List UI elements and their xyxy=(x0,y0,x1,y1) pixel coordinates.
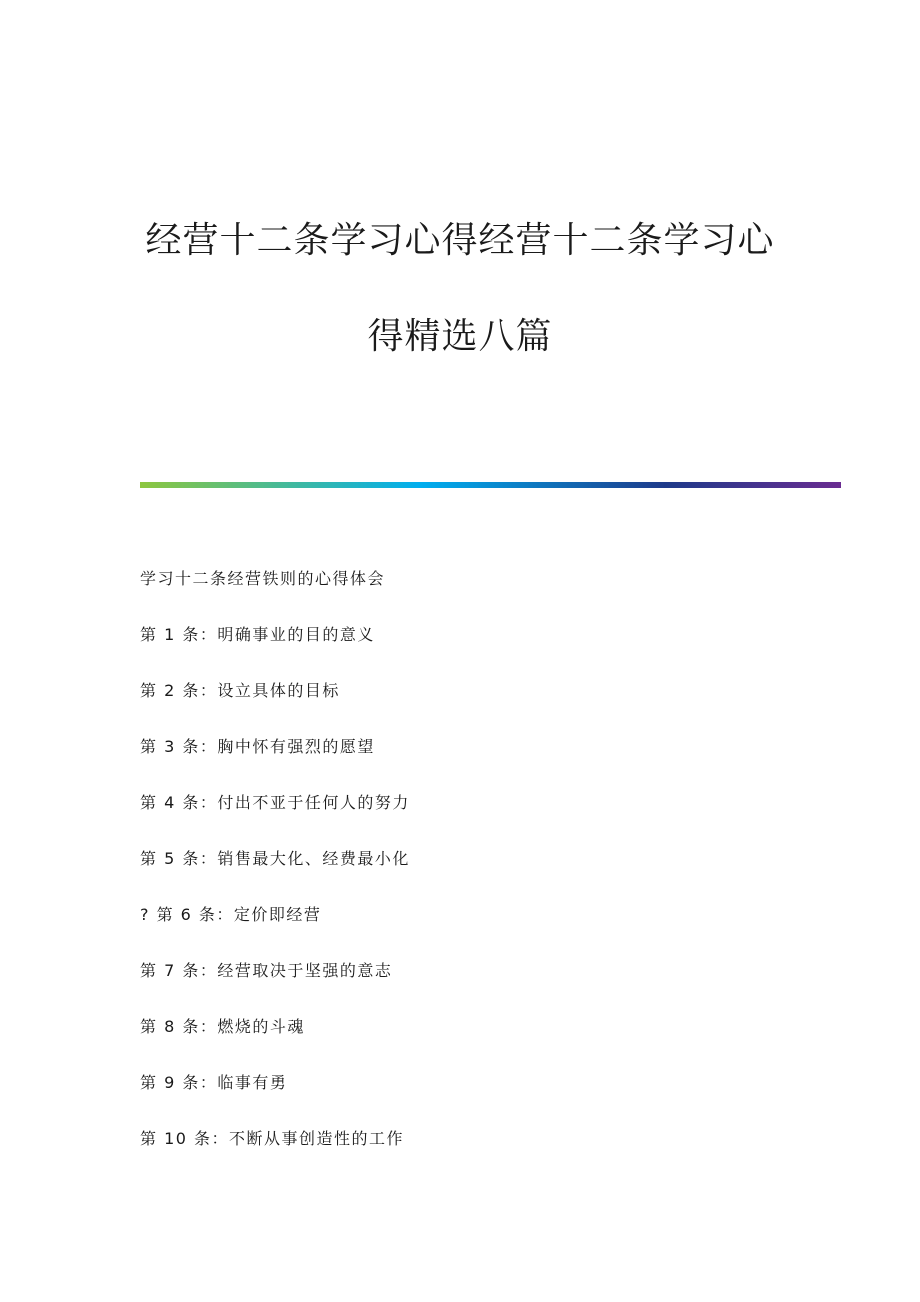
body-line-rule-7: 第 7 条：经营取决于坚强的意志 xyxy=(140,961,393,980)
body-line-rule-4: 第 4 条：付出不亚于任何人的努力 xyxy=(140,793,410,812)
body-line-rule-1: 第 1 条：明确事业的目的意义 xyxy=(140,625,375,644)
body-text xyxy=(140,565,840,1181)
title-line-1: 经营十二条学习心得经营十二条学习心 xyxy=(145,220,775,261)
body-line-rule-2: 第 2 条：设立具体的目标 xyxy=(140,681,340,700)
body-line-rule-10: 第 10 条：不断从事创造性的工作 xyxy=(140,1129,405,1148)
body-line-rule-6: ? 第 6 条：定价即经营 xyxy=(140,905,322,924)
body-line-rule-9: 第 9 条：临事有勇 xyxy=(140,1073,288,1092)
body-line-rule-3: 第 3 条：胸中怀有强烈的愿望 xyxy=(140,737,375,756)
gradient-divider xyxy=(140,482,841,488)
body-line-rule-8: 第 8 条：燃烧的斗魂 xyxy=(140,1017,305,1036)
body-line-heading: 学习十二条经营铁则的心得体会 xyxy=(140,569,386,588)
body-line-rule-5: 第 5 条：销售最大化、经费最小化 xyxy=(140,849,410,868)
title-line-2: 得精选八篇 xyxy=(367,316,553,357)
